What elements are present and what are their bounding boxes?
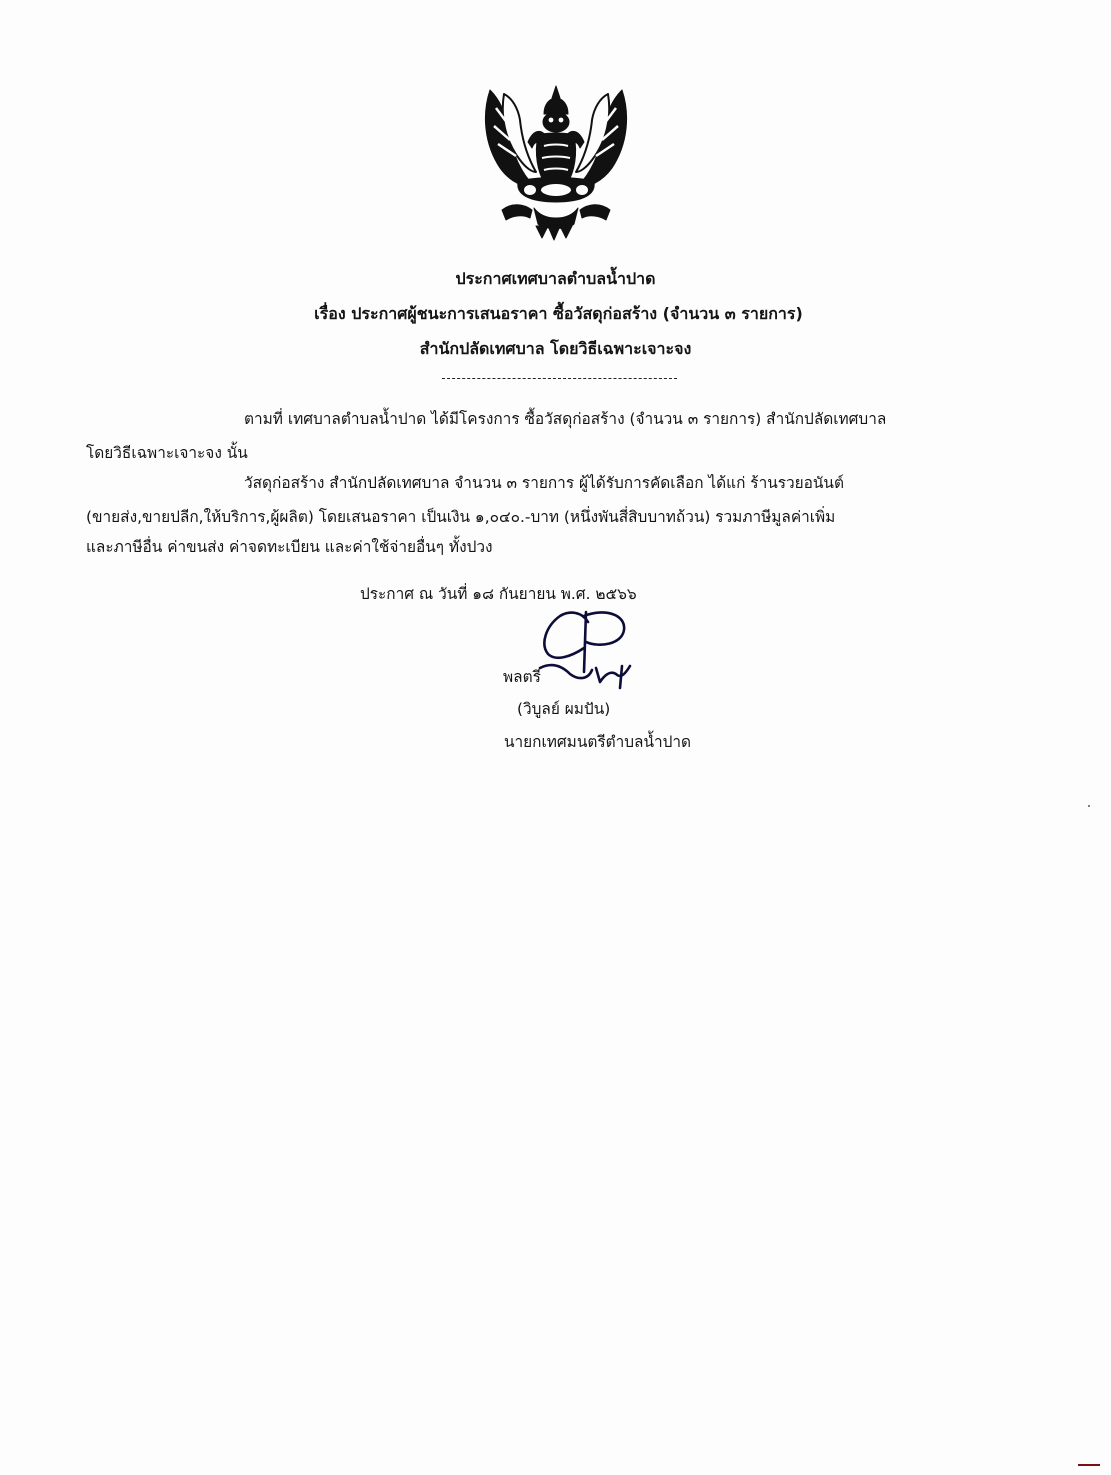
- announcement-date: ประกาศ ณ วันที่ ๑๘ กันยายน พ.ศ. ๒๕๖๖: [360, 585, 637, 603]
- signer-name: (วิบูลย์ ผมปัน): [517, 700, 611, 718]
- heading-divider: [442, 378, 677, 379]
- garuda-emblem-icon: [478, 84, 634, 242]
- subject-line: เรื่อง ประกาศผู้ชนะการเสนอราคา ซื้อวัสดุก่อสร้าง (จำนวน ๓ รายการ): [314, 304, 803, 323]
- office-line: สำนักปลัดเทศบาล โดยวิธีเฉพาะเจาะจง: [419, 339, 692, 358]
- signer-position: นายกเทศมนตรีตำบลน้ำปาด: [504, 733, 692, 751]
- body-line: โดยวิธีเฉพาะเจาะจง นั้น: [86, 444, 248, 462]
- body-line: และภาษีอื่น ค่าขนส่ง ค่าจดทะเบียน และค่าใช้จ่ายอื่นๆ ทั้งปวง: [86, 538, 493, 556]
- body-line: ตามที่ เทศบาลตำบลน้ำปาด ได้มีโครงการ ซื้อวัสดุก่อสร้าง (จำนวน ๓ รายการ) สำนักปลัดเทศบาล: [244, 410, 887, 428]
- body-line: วัสดุก่อสร้าง สำนักปลัดเทศบาล จำนวน ๓ รายการ ผู้ได้รับการคัดเลือก ได้แก่ ร้านรวยอนันต์: [244, 474, 844, 492]
- body-line: (ขายส่ง,ขายปลีก,ให้บริการ,ผู้ผลิต) โดยเสนอราคา เป็นเงิน ๑,๐๔๐.-บาท (หนึ่งพันสี่สิบบาทถ้วน) รวมภาษีมูลค่าเพิ่ม: [86, 508, 836, 526]
- announcement-title: ประกาศเทศบาลตำบลน้ำปาด: [455, 269, 656, 288]
- signer-rank: พลตรี: [503, 668, 541, 686]
